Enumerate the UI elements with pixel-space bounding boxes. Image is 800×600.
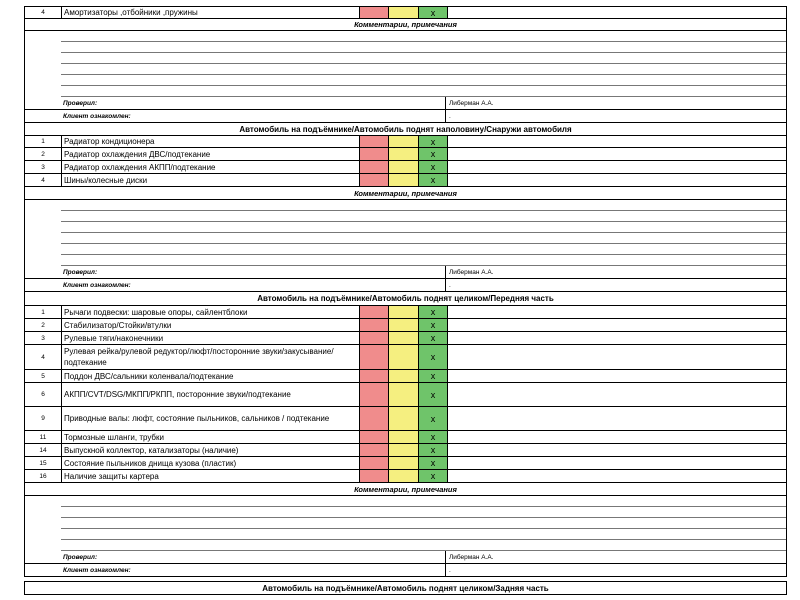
item-description: Тормозные шланги, трубки — [62, 431, 360, 443]
status-green-cell[interactable]: x — [419, 161, 448, 173]
checklist-row — [24, 431, 787, 444]
status-red-cell[interactable] — [360, 370, 389, 382]
checklist-row — [24, 6, 787, 19]
item-description: Наличие защиты картера — [62, 470, 360, 482]
status-green-cell[interactable]: x — [419, 7, 448, 18]
checklist-row — [24, 332, 787, 345]
checklist-row — [24, 148, 787, 161]
item-number: 6 — [25, 383, 62, 406]
client-row — [24, 110, 787, 123]
item-description: Выпускной коллектор, катализаторы (наличие) — [62, 444, 360, 456]
item-number: 9 — [25, 407, 62, 430]
client-row — [24, 279, 787, 292]
status-yellow-cell[interactable] — [389, 457, 419, 469]
checklist-row — [24, 370, 787, 383]
checked-by-label: Проверил: — [61, 551, 446, 563]
section-title: Автомобиль на подъёмнике/Автомобиль поднят наполовину/Снаружи автомобиля — [24, 123, 787, 136]
item-number: 4 — [25, 345, 62, 369]
item-description: Рулевые тяги/наконечники — [62, 332, 360, 344]
comment-line[interactable] — [24, 529, 787, 540]
item-number: 4 — [25, 7, 62, 18]
item-number: 1 — [25, 136, 62, 147]
comment-line[interactable] — [24, 496, 787, 507]
item-description: Рулевая рейка/рулевой редуктор/люфт/посторонние звуки/закусывание/подтекание — [62, 345, 360, 369]
status-yellow-cell[interactable] — [389, 444, 419, 456]
status-yellow-cell[interactable] — [389, 370, 419, 382]
status-yellow-cell[interactable] — [389, 7, 419, 18]
section-title: Автомобиль на подъёмнике/Автомобиль поднят целиком/Передняя часть — [24, 292, 787, 306]
item-description: Состояние пыльников днища кузова (пластик) — [62, 457, 360, 469]
comment-line[interactable] — [24, 244, 787, 255]
checked-by-row — [24, 551, 787, 564]
status-red-cell[interactable] — [360, 431, 389, 443]
status-red-cell[interactable] — [360, 319, 389, 331]
status-green-cell[interactable]: x — [419, 148, 448, 160]
comments-header: Комментарии, примечания — [24, 19, 787, 31]
status-yellow-cell[interactable] — [389, 136, 419, 147]
item-description: Радиатор охлаждения АКПП/подтекание — [62, 161, 360, 173]
item-number: 14 — [25, 444, 62, 456]
client-label: Клиент ознакомлен: — [61, 279, 446, 291]
checklist-row — [24, 161, 787, 174]
comment-line[interactable] — [24, 507, 787, 518]
status-green-cell[interactable]: x — [419, 470, 448, 482]
item-description: Радиатор кондиционера — [62, 136, 360, 147]
comment-line[interactable] — [24, 518, 787, 529]
status-yellow-cell[interactable] — [389, 470, 419, 482]
item-description: АКПП/CVT/DSG/МКПП/РКПП, посторонние звуки/подтекание — [62, 383, 360, 406]
client-value: . — [449, 112, 451, 120]
status-yellow-cell[interactable] — [389, 332, 419, 344]
comment-line[interactable] — [24, 31, 787, 42]
item-number: 3 — [25, 332, 62, 344]
item-number: 16 — [25, 470, 62, 482]
item-number: 11 — [25, 431, 62, 443]
checklist-row — [24, 345, 787, 370]
client-label: Клиент ознакомлен: — [61, 110, 446, 122]
checklist-row — [24, 306, 787, 319]
comment-line[interactable] — [24, 222, 787, 233]
status-red-cell[interactable] — [360, 407, 389, 430]
inspection-sheet — [24, 6, 787, 595]
checklist-row — [24, 470, 787, 483]
status-green-cell[interactable]: x — [419, 370, 448, 382]
status-yellow-cell[interactable] — [389, 383, 419, 406]
comments-header: Комментарии, примечания — [24, 483, 787, 496]
item-number: 5 — [25, 370, 62, 382]
status-red-cell[interactable] — [360, 7, 389, 18]
status-green-cell[interactable]: x — [419, 383, 448, 406]
status-red-cell[interactable] — [360, 444, 389, 456]
item-description: Рычаги подвески: шаровые опоры, сайлентблоки — [62, 306, 360, 318]
item-number: 15 — [25, 457, 62, 469]
comment-line[interactable] — [24, 42, 787, 53]
status-yellow-cell[interactable] — [389, 174, 419, 186]
status-red-cell[interactable] — [360, 470, 389, 482]
status-yellow-cell[interactable] — [389, 161, 419, 173]
item-description: Стабилизатор/Стойки/втулки — [62, 319, 360, 331]
comments-header: Комментарии, примечания — [24, 187, 787, 200]
item-number: 1 — [25, 306, 62, 318]
status-green-cell[interactable]: x — [419, 431, 448, 443]
comment-line[interactable] — [24, 86, 787, 97]
item-description: Радиатор охлаждения ДВС/подтекание — [62, 148, 360, 160]
item-number: 2 — [25, 319, 62, 331]
comment-line[interactable] — [24, 64, 787, 75]
checked-by-label: Проверил: — [61, 97, 446, 109]
checklist-row — [24, 136, 787, 148]
status-green-cell[interactable]: x — [419, 457, 448, 469]
status-green-cell[interactable]: x — [419, 345, 448, 369]
client-value: . — [449, 566, 451, 574]
status-yellow-cell[interactable] — [389, 345, 419, 369]
status-green-cell[interactable]: x — [419, 332, 448, 344]
comment-line[interactable] — [24, 200, 787, 211]
checklist-row — [24, 407, 787, 431]
section-title: Автомобиль на подъёмнике/Автомобиль поднят целиком/Задняя часть — [24, 581, 787, 595]
comment-line[interactable] — [24, 540, 787, 551]
status-red-cell[interactable] — [360, 457, 389, 469]
checker-name: Либерман А.А. — [449, 553, 494, 561]
status-yellow-cell[interactable] — [389, 319, 419, 331]
checked-by-row — [24, 97, 787, 110]
item-number: 2 — [25, 148, 62, 160]
item-description: Амортизаторы ,отбойники ,пружины — [62, 7, 360, 18]
item-number: 4 — [25, 174, 62, 186]
client-value: . — [449, 281, 451, 289]
status-red-cell[interactable] — [360, 332, 389, 344]
checklist-row — [24, 444, 787, 457]
status-yellow-cell[interactable] — [389, 148, 419, 160]
status-green-cell[interactable]: x — [419, 136, 448, 147]
status-red-cell[interactable] — [360, 383, 389, 406]
item-description: Поддон ДВС/сальники коленвала/подтекание — [62, 370, 360, 382]
status-yellow-cell[interactable] — [389, 431, 419, 443]
status-red-cell[interactable] — [360, 161, 389, 173]
checker-name: Либерман А.А. — [449, 99, 494, 107]
status-green-cell[interactable]: x — [419, 306, 448, 318]
comment-line[interactable] — [24, 75, 787, 86]
status-green-cell[interactable]: x — [419, 319, 448, 331]
comment-line[interactable] — [24, 233, 787, 244]
item-description: Шины/колесные диски — [62, 174, 360, 186]
status-yellow-cell[interactable] — [389, 306, 419, 318]
checked-by-label: Проверил: — [61, 266, 446, 278]
status-green-cell[interactable]: x — [419, 407, 448, 430]
client-row — [24, 564, 787, 577]
status-red-cell[interactable] — [360, 345, 389, 369]
item-description: Приводные валы: люфт, состояние пыльников, сальников / подтекание — [62, 407, 360, 430]
status-yellow-cell[interactable] — [389, 407, 419, 430]
checklist-row — [24, 457, 787, 470]
status-red-cell[interactable] — [360, 306, 389, 318]
checked-by-row — [24, 266, 787, 279]
checklist-row — [24, 383, 787, 407]
comment-line[interactable] — [24, 53, 787, 64]
status-red-cell[interactable] — [360, 136, 389, 147]
status-green-cell[interactable]: x — [419, 444, 448, 456]
status-red-cell[interactable] — [360, 148, 389, 160]
item-number: 3 — [25, 161, 62, 173]
checklist-row — [24, 319, 787, 332]
client-label: Клиент ознакомлен: — [61, 564, 446, 576]
checker-name: Либерман А.А. — [449, 268, 494, 276]
status-green-cell[interactable]: x — [419, 174, 448, 186]
checklist-row — [24, 174, 787, 187]
comment-line[interactable] — [24, 211, 787, 222]
status-red-cell[interactable] — [360, 174, 389, 186]
comment-line[interactable] — [24, 255, 787, 266]
